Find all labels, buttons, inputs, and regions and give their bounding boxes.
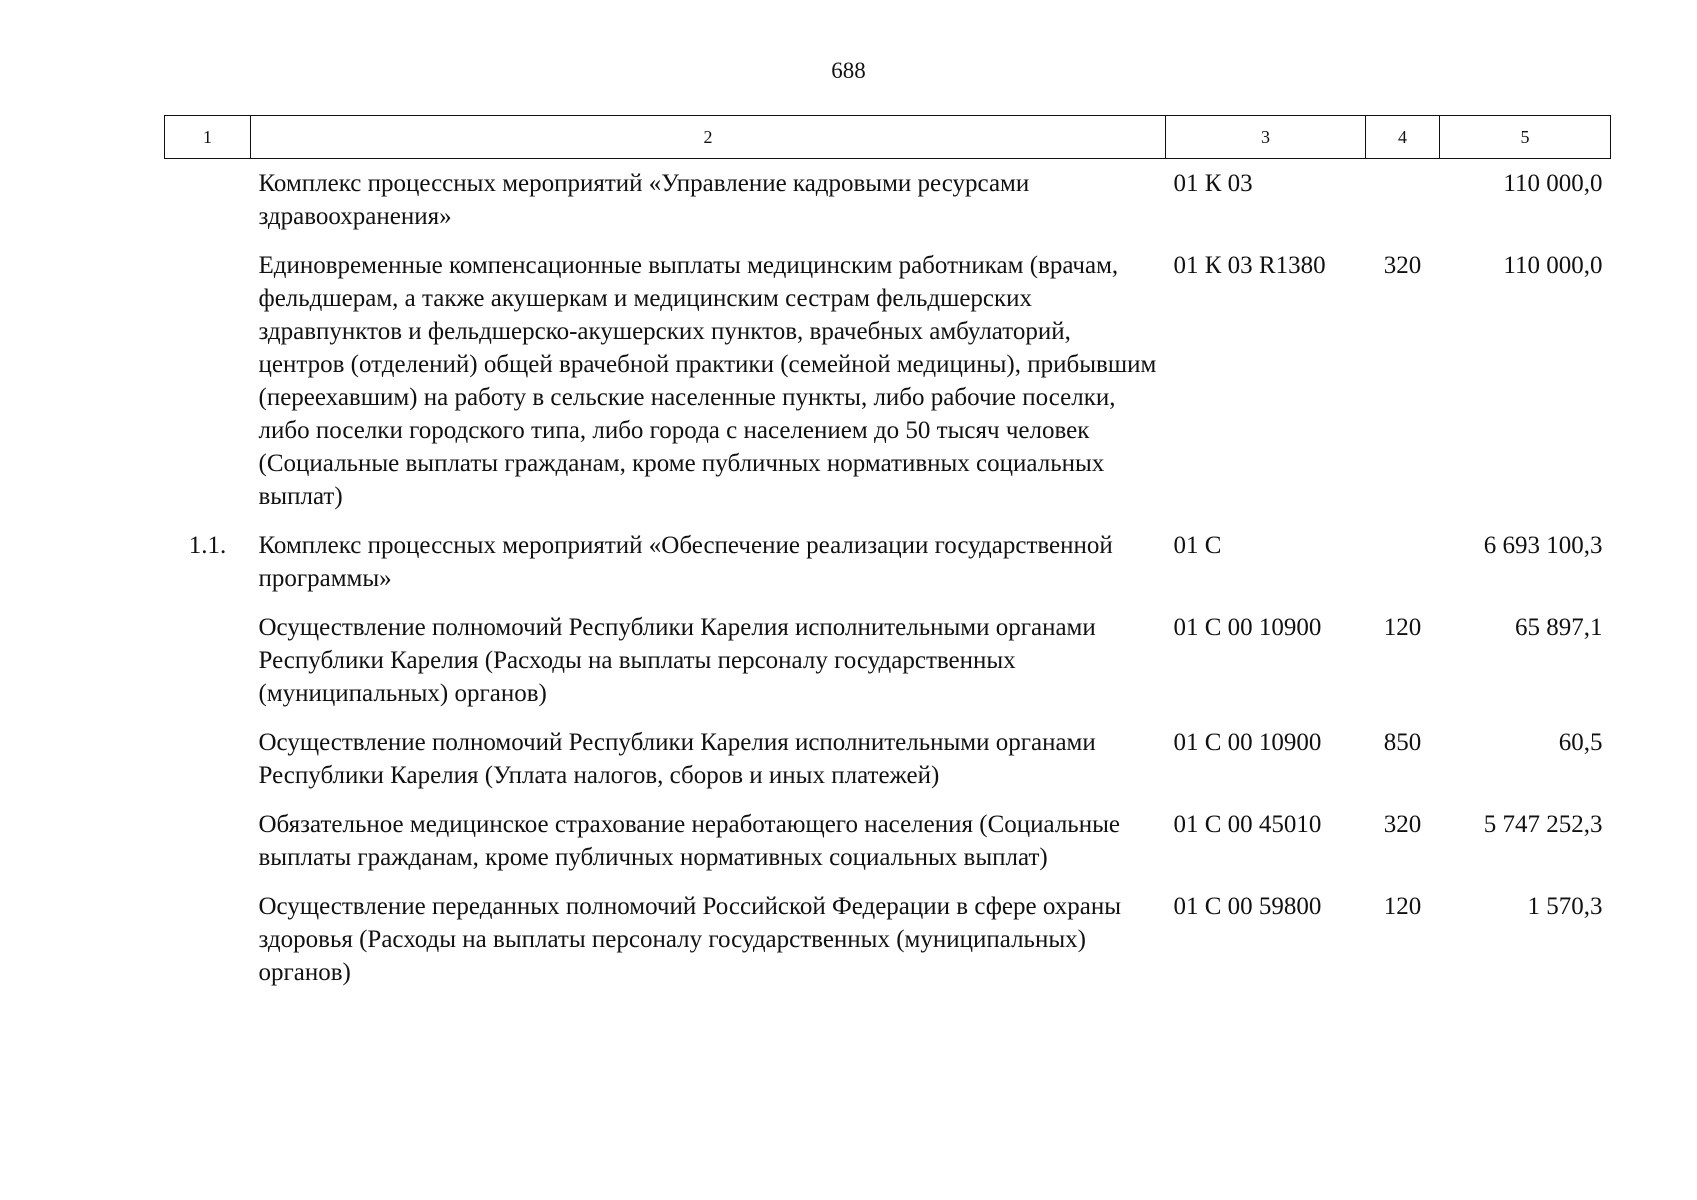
header-row xyxy=(165,116,1611,159)
row-amount: 110 000,0 xyxy=(1503,252,1603,279)
row-amount: 1 570,3 xyxy=(1527,893,1603,920)
row-number xyxy=(165,611,251,726)
row-expense-type: 850 xyxy=(1383,729,1422,756)
header-col-2: 2 xyxy=(251,116,1166,159)
row-code: 01 С 00 10900 xyxy=(1173,614,1322,641)
header-col-5: 5 xyxy=(1440,116,1611,159)
table-header xyxy=(165,116,1611,159)
row-name: Единовременные компенсационные выплаты медицинским работникам (врачам, фельдшерам, а также акушеркам и медицинским сестрам фельдшерских здравпунктов и фельдшерско-акушерских пунктов, врачебных амбулаторий, центров (отделений) общей врачебной практики (семейной медицины), прибывшим (переехавшим) на работу в сельские населенные пункты, либо рабочие поселки, либо поселки городского типа, либо города с населением до 50 тысяч человек (Социальные выплаты гражданам, кроме публичных нормативных социальных выплат) xyxy=(258,252,1157,510)
row-name: Обязательное медицинское страхование неработающего населения (Социальные выплаты гражданам, кроме публичных нормативных социальных выплат) xyxy=(258,811,1120,871)
row-number: 1.1. xyxy=(188,532,227,559)
table-row xyxy=(165,159,1611,250)
row-expense-type: 120 xyxy=(1383,614,1422,641)
row-code: 01 К 03 xyxy=(1173,170,1253,197)
row-expense-type: 320 xyxy=(1383,252,1422,279)
table-row xyxy=(165,808,1611,890)
row-expense-type xyxy=(1366,159,1440,250)
row-amount: 110 000,0 xyxy=(1503,170,1603,197)
row-amount: 5 747 252,3 xyxy=(1483,811,1603,838)
row-number xyxy=(165,890,251,1005)
row-number xyxy=(165,808,251,890)
table-row xyxy=(165,890,1611,1005)
page-number: 688 xyxy=(831,58,866,83)
row-number xyxy=(165,159,251,250)
row-code: 01 С 00 10900 xyxy=(1173,729,1322,756)
row-code: 01 К 03 R1380 xyxy=(1173,252,1326,279)
row-code: 01 С 00 59800 xyxy=(1173,893,1322,920)
row-expense-type xyxy=(1366,529,1440,611)
row-amount: 65 897,1 xyxy=(1515,614,1603,641)
header-col-4: 4 xyxy=(1366,116,1440,159)
row-code: 01 С xyxy=(1173,532,1222,559)
table-row xyxy=(165,529,1611,611)
table-row xyxy=(165,611,1611,726)
row-name: Комплекс процессных мероприятий «Управление кадровыми ресурсами здравоохранения» xyxy=(258,170,1030,230)
row-amount: 6 693 100,3 xyxy=(1483,532,1603,559)
row-expense-type: 120 xyxy=(1383,893,1422,920)
row-name: Осуществление полномочий Республики Карелия исполнительными органами Республики Карелия (Уплата налогов, сборов и иных платежей) xyxy=(258,729,1096,789)
budget-table xyxy=(164,115,1611,1005)
row-number xyxy=(165,726,251,808)
row-code: 01 С 00 45010 xyxy=(1173,811,1322,838)
row-number xyxy=(165,249,251,529)
table-row xyxy=(165,726,1611,808)
header-col-1: 1 xyxy=(165,116,251,159)
row-name: Осуществление полномочий Республики Карелия исполнительными органами Республики Карелия (Расходы на выплаты персоналу государственных (муниципальных) органов) xyxy=(258,614,1096,707)
row-expense-type: 320 xyxy=(1383,811,1422,838)
row-name: Осуществление переданных полномочий Российской Федерации в сфере охраны здоровья (Расходы на выплаты персоналу государственных (муниципальных) органов) xyxy=(258,893,1122,986)
table-row xyxy=(165,249,1611,529)
header-col-3: 3 xyxy=(1166,116,1366,159)
table-body xyxy=(165,159,1611,1006)
row-amount: 60,5 xyxy=(1558,729,1603,756)
row-name: Комплекс процессных мероприятий «Обеспечение реализации государственной программы» xyxy=(258,532,1113,592)
